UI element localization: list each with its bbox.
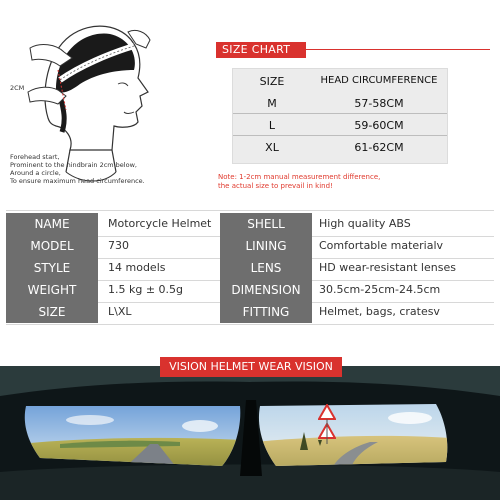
spec-value: 1.5 kg ± 0.5g: [108, 283, 184, 296]
size-chart-table: [232, 68, 448, 164]
size-chart-note-line-1: Note: 1-2cm manual measurement difference,: [218, 173, 381, 181]
length-label: 2CM: [10, 84, 25, 92]
spec-divider: [6, 324, 494, 325]
spec-value: High quality ABS: [319, 217, 411, 230]
spec-label: LINING: [220, 235, 312, 257]
size-column-header: SIZE: [259, 75, 285, 88]
size-chart-rule: [300, 49, 490, 50]
size-cell: M: [267, 97, 277, 110]
spec-value: 30.5cm-25cm-24.5cm: [319, 283, 441, 296]
measurement-instruction-4: To ensure maximum head circumference.: [10, 177, 145, 185]
spec-value: L\XL: [108, 305, 132, 318]
spec-value: Helmet, bags, cratesv: [319, 305, 440, 318]
circumference-cell: 57-58CM: [354, 97, 404, 110]
helmet-vision-scene: [0, 366, 500, 500]
spec-value: Comfortable materialv: [319, 239, 444, 252]
chart-row-divider: [233, 135, 447, 136]
measurement-instruction-3: Around a circle,: [10, 169, 61, 177]
spec-label: SIZE: [6, 301, 98, 323]
circumference-cell: 59-60CM: [354, 119, 404, 132]
spec-label: LENS: [220, 257, 312, 279]
spec-label: WEIGHT: [6, 279, 98, 301]
size-cell: XL: [265, 141, 279, 154]
spec-value: 730: [108, 239, 129, 252]
chart-row-divider: [233, 113, 447, 114]
spec-value: 14 models: [108, 261, 166, 274]
size-chart-note-line-2: the actual size to prevail in kind!: [218, 182, 333, 190]
spec-label: SHELL: [220, 213, 312, 235]
spec-value: Motorcycle Helmet: [108, 217, 212, 230]
size-chart-badge: SIZE CHART: [216, 42, 306, 58]
circumference-column-header: HEAD CIRCUMFERENCE: [320, 75, 438, 86]
size-cell: L: [268, 119, 276, 132]
measurement-instruction-1: Forehead start,: [10, 153, 60, 161]
size-chart-note: [218, 173, 380, 191]
spec-label: MODEL: [6, 235, 98, 257]
spec-divider: [6, 210, 494, 211]
circumference-cell: 61-62CM: [354, 141, 404, 154]
spec-label: STYLE: [6, 257, 98, 279]
spec-label: DIMENSION: [220, 279, 312, 301]
measurement-instruction-2: Prominent to the hindbrain 2cm below,: [10, 161, 137, 169]
warning-sign-icon: [318, 404, 336, 444]
vision-badge: VISION HELMET WEAR VISION: [160, 357, 342, 377]
spec-label: FITTING: [220, 301, 312, 323]
spec-value: HD wear-resistant lenses: [319, 261, 456, 274]
spec-label: NAME: [6, 213, 98, 235]
